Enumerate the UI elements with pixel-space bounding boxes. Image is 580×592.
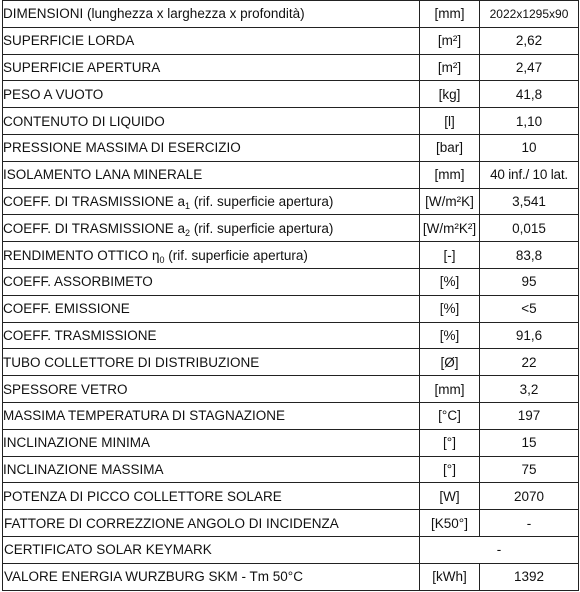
spec-name: PESO A VUOTO <box>3 81 420 108</box>
spec-name <box>3 242 420 269</box>
spec-value: 10 <box>480 134 579 161</box>
spec-unit: [%] <box>420 295 480 322</box>
spec-unit: [°C] <box>420 402 480 429</box>
spec-name: SPESSORE VETRO <box>3 376 420 403</box>
spec-name: PRESSIONE MASSIMA DI ESERCIZIO <box>3 134 420 161</box>
spec-value: 3,541 <box>480 188 579 215</box>
spec-unit: [m²] <box>420 54 480 81</box>
spec-name: ISOLAMENTO LANA MINERALE <box>3 161 420 188</box>
spec-name-suffix: (rif. superficie apertura) <box>190 220 334 236</box>
spec-name-prefix: COEFF. DI TRASMISSIONE a <box>3 220 186 236</box>
spec-name-prefix: RENDIMENTO OTTICO η <box>3 247 160 263</box>
spec-name-suffix: (rif. superficie apertura) <box>190 193 334 209</box>
spec-name-subscript: 1 <box>185 200 191 211</box>
table-row <box>3 563 579 590</box>
spec-name-suffix: (rif. superficie apertura) <box>164 247 308 263</box>
table-row <box>3 27 579 54</box>
spec-name: COEFF. EMISSIONE <box>3 295 420 322</box>
spec-value: 91,6 <box>480 322 579 349</box>
spec-unit: [%] <box>420 322 480 349</box>
spec-unit: [Ø] <box>420 349 480 376</box>
spec-unit: [bar] <box>420 134 480 161</box>
table-row <box>3 134 579 161</box>
spec-sheet <box>2 0 578 590</box>
spec-name: DIMENSIONI (lunghezza x larghezza x profondità) <box>3 1 420 28</box>
spec-unit: [kWh] <box>420 563 480 590</box>
spec-value: 2,47 <box>480 54 579 81</box>
spec-value: 95 <box>480 268 579 295</box>
spec-name: SUPERFICIE LORDA <box>3 27 420 54</box>
spec-value: 2,62 <box>480 27 579 54</box>
spec-name <box>3 215 420 242</box>
spec-name: MASSIMA TEMPERATURA DI STAGNAZIONE <box>3 402 420 429</box>
spec-name: INCLINAZIONE MASSIMA <box>3 456 420 483</box>
spec-unit: [°] <box>420 429 480 456</box>
spec-name: TUBO COLLETTORE DI DISTRIBUZIONE <box>3 349 420 376</box>
table-row <box>3 536 579 563</box>
table-row <box>3 429 579 456</box>
spec-value: 2070 <box>480 483 579 510</box>
spec-name-subscript: 0 <box>159 254 165 265</box>
spec-value: 1,10 <box>480 108 579 135</box>
table-row <box>3 483 579 510</box>
table-row <box>3 268 579 295</box>
table-row <box>3 349 579 376</box>
spec-value: 83,8 <box>480 242 579 269</box>
spec-unit: [W/m²K²] <box>420 215 480 242</box>
specifications-table <box>2 0 579 591</box>
table-row <box>3 215 579 242</box>
spec-value: 1392 <box>480 563 579 590</box>
spec-name: VALORE ENERGIA WURZBURG SKM - Tm 50°C <box>3 563 420 590</box>
spec-name: CONTENUTO DI LIQUIDO <box>3 108 420 135</box>
spec-unit: [-] <box>420 242 480 269</box>
table-row <box>3 376 579 403</box>
table-row <box>3 242 579 269</box>
table-row <box>3 295 579 322</box>
spec-name: COEFF. ASSORBIMETO <box>3 268 420 295</box>
spec-name-subscript: 2 <box>185 227 191 238</box>
spec-value: <5 <box>480 295 579 322</box>
table-row <box>3 161 579 188</box>
spec-unit: [W/m²K] <box>420 188 480 215</box>
spec-name: CERTIFICATO SOLAR KEYMARK <box>3 536 420 563</box>
spec-unit: [°] <box>420 456 480 483</box>
spec-unit: [mm] <box>420 1 480 28</box>
spec-value: 40 inf./ 10 lat. <box>480 161 579 188</box>
spec-value: 3,2 <box>480 376 579 403</box>
table-row <box>3 54 579 81</box>
spec-value: 0,015 <box>480 215 579 242</box>
table-row <box>3 402 579 429</box>
spec-name: POTENZA DI PICCO COLLETTORE SOLARE <box>3 483 420 510</box>
spec-value: 75 <box>480 456 579 483</box>
spec-value: 15 <box>480 429 579 456</box>
spec-name: INCLINAZIONE MINIMA <box>3 429 420 456</box>
spec-unit: [kg] <box>420 81 480 108</box>
spec-value: - <box>420 536 579 563</box>
table-row <box>3 81 579 108</box>
spec-value: 22 <box>480 349 579 376</box>
spec-name: COEFF. TRASMISSIONE <box>3 322 420 349</box>
spec-unit: [K50°] <box>420 510 480 537</box>
spec-unit: [W] <box>420 483 480 510</box>
spec-unit: [%] <box>420 268 480 295</box>
spec-unit: [m²] <box>420 27 480 54</box>
table-row <box>3 188 579 215</box>
spec-name-prefix: COEFF. DI TRASMISSIONE a <box>3 193 186 209</box>
spec-unit: [l] <box>420 108 480 135</box>
spec-unit: [mm] <box>420 161 480 188</box>
spec-unit: [mm] <box>420 376 480 403</box>
spec-value: 41,8 <box>480 81 579 108</box>
spec-name: SUPERFICIE APERTURA <box>3 54 420 81</box>
table-row <box>3 108 579 135</box>
table-row <box>3 1 579 28</box>
spec-value: 2022x1295x90 <box>480 1 579 28</box>
spec-value: - <box>480 510 579 537</box>
table-row <box>3 322 579 349</box>
spec-name <box>3 188 420 215</box>
spec-value: 197 <box>480 402 579 429</box>
spec-name: FATTORE DI CORREZZIONE ANGOLO DI INCIDENZA <box>3 510 420 537</box>
table-row <box>3 510 579 537</box>
table-row <box>3 456 579 483</box>
